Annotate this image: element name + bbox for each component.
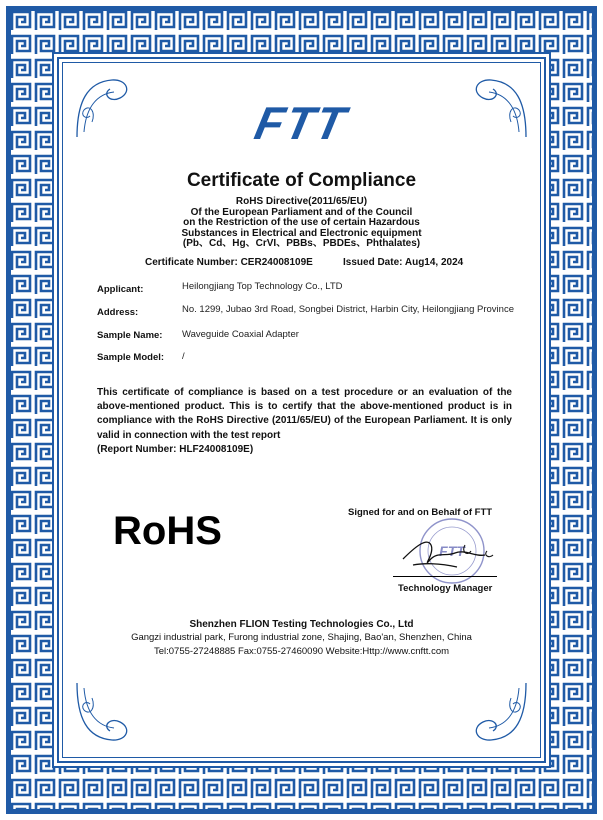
sample-name-value: Waveguide Coaxial Adapter — [182, 329, 299, 340]
directive-line: (Pb、Cd、Hg、CrVI、PBBs、PBDEs、Phthalates) — [182, 238, 421, 250]
issuer-address: Gangzi industrial park, Furong industrial zone, Shajing, Bao'an, Shenzhen, China — [131, 632, 472, 643]
corner-flourish-bottom-left — [72, 678, 142, 748]
issuer-company: Shenzhen FLION Testing Technologies Co., Ltd — [189, 619, 414, 630]
directive-line: on the Restriction of the use of certain Hazardous — [183, 217, 420, 229]
certificate-number: Certificate Number: CER24008109E — [145, 257, 313, 268]
sample-model-value: / — [182, 351, 185, 362]
signed-for-label: Signed for and on Behalf of FTT — [348, 507, 493, 518]
statement-text: This certificate of compliance is based on a test procedure or an evaluation of the above-mentioned product. This is to certify that the above-mentioned product is in compliance with the RoHS Directive (2011/65/EU) of the European Parliament. It is only valid in connection with the test report — [97, 387, 512, 441]
signature-line — [393, 576, 497, 577]
signatory-title: Technology Manager — [398, 583, 493, 594]
address-label: Address: — [97, 307, 139, 318]
corner-flourish-bottom-right — [461, 678, 531, 748]
applicant-label: Applicant: — [97, 284, 144, 295]
directive-line: Substances in Electrical and Electronic equipment — [181, 227, 422, 239]
sample-name-label: Sample Name: — [97, 330, 163, 341]
stamp-text: FTT — [439, 543, 465, 559]
directive-line: Of the European Parliament and of the Council — [190, 206, 413, 218]
rohs-mark: RoHS — [113, 509, 222, 553]
issued-date: Issued Date: Aug14, 2024 — [343, 257, 464, 268]
issuer-contact: Tel:0755-27248885 Fax:0755-27460090 Website:Http://www.cnftt.com — [153, 646, 450, 657]
applicant-value: Heilongjiang Top Technology Co., LTD — [182, 281, 343, 292]
report-number: (Report Number: HLF24008109E) — [97, 443, 254, 455]
directive-line: RoHS Directive(2011/65/EU) — [235, 196, 368, 207]
sample-model-label: Sample Model: — [97, 352, 165, 363]
compliance-statement — [97, 386, 512, 457]
certificate-meta — [145, 257, 464, 268]
ftt-logo-text: FTT — [250, 97, 353, 149]
certificate-title: Certificate of Compliance — [186, 170, 417, 191]
address-value: No. 1299, Jubao 3rd Road, Songbei District, Harbin City, Heilongjiang Province — [182, 304, 514, 315]
ftt-logo — [0, 96, 603, 150]
directive-block — [0, 197, 603, 250]
